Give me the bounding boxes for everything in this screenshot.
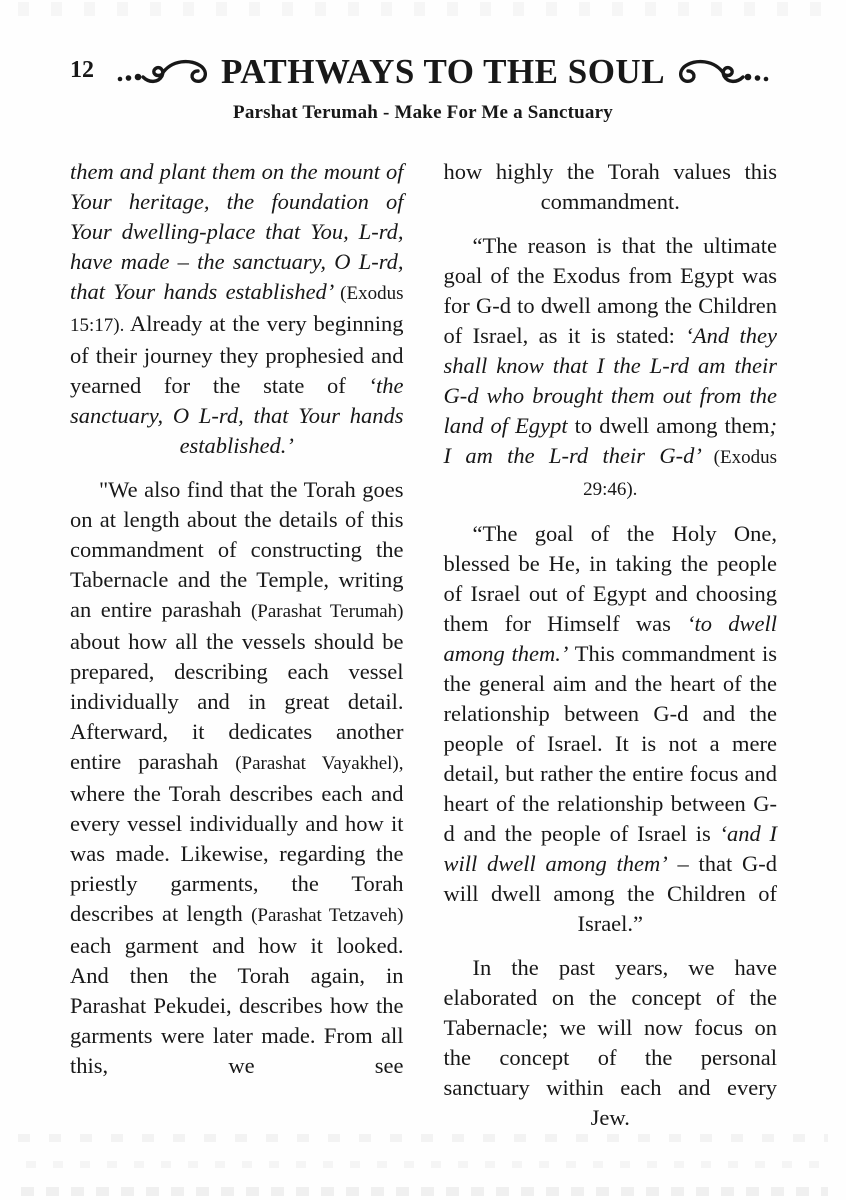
column-right (444, 157, 778, 1147)
text-run: In the past years, we have elaborated on the concept of the Tabernacle; we will now focus on the concept of the personal sanctuary within each and every Jew. (443, 955, 777, 1130)
text-run: “The reason is that the ultimate goal of the Exodus from Egypt was for G-d to dwell among the Children of Israel, as it is stated: (443, 233, 777, 348)
column-left (70, 157, 404, 1147)
text-run: (Parashat Vayakhel), (235, 753, 404, 774)
article-body (0, 157, 846, 1147)
text-run: ‘the sanctuary, O L-rd, that Your hands established.’ (70, 373, 404, 458)
text-run: (Exodus 15:17). (70, 283, 404, 336)
text-run: to dwell among them (574, 413, 770, 438)
flourish-left-icon (115, 51, 213, 91)
book-title-block (40, 50, 846, 92)
text-run: where the Torah describes each and every vessel individually and how it was made. Likewise, regarding the priestly garments, the Torah describes at length (70, 781, 404, 926)
paragraph (444, 231, 778, 505)
text-run: “The goal of the Holy One, blessed be He, in taking the people of Israel out of Egypt and choosing them for Himself was (443, 521, 777, 636)
text-run: ‘and I will dwell among them’ (443, 821, 777, 876)
page-number: 12 (70, 57, 94, 83)
text-run: ‘to dwell among them.’ (443, 611, 777, 666)
text-run: each garment and how it looked. And then the Torah again, in Parashat Pekudei, describes how the garments were later made. From all this, we see (70, 933, 404, 1078)
page-header (0, 0, 846, 124)
paragraph (70, 157, 404, 461)
text-run: how highly the Torah values this commandment. (443, 159, 777, 214)
book-title: PATHWAYS TO THE SOUL (220, 51, 666, 91)
paragraph (444, 519, 778, 939)
text-run: "We also find that the Torah goes on at length about the details of this commandment of constructing the Tabernacle and the Temple, writing an entire parashah (70, 477, 404, 622)
text-run: (Parashat Tetzaveh) (251, 905, 404, 926)
text-run: This commandment is the general aim and the heart of the relationship between G-d and the people of Israel. It is not a mere detail, but rather the entire focus and heart of the relationship between G-d and the people of Israel is (443, 641, 777, 846)
title-row (0, 50, 846, 92)
paragraph (444, 157, 778, 217)
text-run: about how all the vessels should be prepared, describing each vessel individually and in great detail. Afterward, it dedicates another entire parashah (70, 629, 404, 774)
text-run: ; I am the L-rd their G-d’ (443, 413, 778, 468)
text-run: – that G-d will dwell among the Children of Israel.” (443, 851, 777, 936)
text-run: ‘And they shall know that I the L-rd am their G-d who brought them out from the land of Egypt (443, 323, 777, 438)
text-run: Already at the very beginning of their journey they prophesied and yearned for the state of (70, 311, 404, 398)
chapter-subtitle: Parshat Terumah - Make For Me a Sanctuary (233, 102, 613, 123)
text-run: (Exodus 29:46). (583, 447, 777, 500)
paragraph (444, 953, 778, 1133)
flourish-right-icon (673, 51, 771, 91)
text-run: (Parashat Terumah) (250, 601, 404, 622)
text-run: them and plant them on the mount of Your heritage, the foundation of Your dwelling-place that You, L-rd, have made – the sanctuary, O L-rd, that Your hands established’ (70, 159, 404, 304)
paragraph (70, 475, 404, 1081)
